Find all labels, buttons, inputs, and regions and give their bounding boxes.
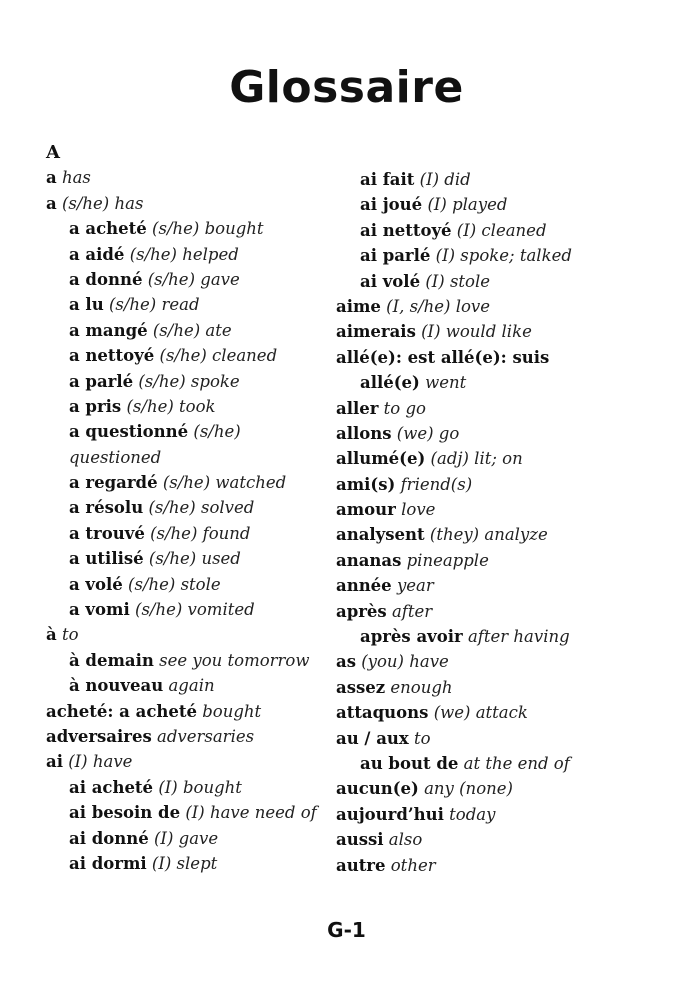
glossary-definition: to go (383, 398, 426, 418)
glossary-entry (336, 446, 636, 471)
glossary-entry (46, 622, 326, 647)
glossary-entry (336, 700, 636, 725)
glossary-column-left (46, 140, 326, 876)
glossary-entry (46, 851, 326, 876)
glossary-entry (336, 802, 636, 827)
glossary-term: a (46, 193, 57, 213)
glossary-entry (46, 216, 326, 241)
glossary-entry (46, 292, 326, 317)
glossary-term: à demain (69, 650, 154, 670)
glossary-entry (46, 699, 326, 724)
glossary-entry (46, 318, 326, 343)
glossary-definition: (s/he) spoke (138, 371, 240, 391)
glossary-term: a mangé (69, 320, 148, 340)
glossary-definition: (I) have need of (185, 803, 317, 823)
glossary-definition: (I) have (68, 752, 133, 772)
glossary-definition: (s/he) (193, 422, 241, 442)
glossary-entry (46, 724, 326, 749)
glossary-entry (46, 369, 326, 394)
glossary-definition: (s/he) ate (152, 320, 232, 340)
glossary-entry (336, 827, 636, 852)
glossary-term: ai (46, 752, 63, 772)
glossary-definition: to (413, 728, 431, 748)
glossary-term: aller (336, 398, 379, 418)
glossary-entry (46, 572, 326, 597)
glossary-term: a donné (69, 269, 143, 289)
glossary-definition: see you tomorrow (159, 650, 310, 670)
section-letter: A (46, 142, 60, 163)
glossary-entry (336, 421, 636, 446)
glossary-term: assez (336, 677, 386, 697)
glossary-entry (46, 445, 326, 470)
glossary-term: allé(e) (360, 373, 420, 393)
glossary-definition: (s/he) read (108, 295, 200, 315)
glossary-definition: (I, s/he) love (386, 296, 491, 316)
glossary-entry (46, 648, 326, 673)
glossary-term: ananas (336, 550, 402, 570)
glossary-term: a nettoyé (69, 346, 155, 366)
glossary-term: ami(s) (336, 474, 396, 494)
glossary-definition: also (388, 830, 423, 850)
glossary-definition: (adj) lit; on (430, 449, 523, 469)
glossary-term: a lu (69, 295, 104, 315)
glossary-definition: (I) slept (151, 853, 218, 873)
glossary-entry (46, 673, 326, 698)
glossary-definition: other (390, 855, 436, 875)
glossary-term: a aidé (69, 244, 125, 264)
glossary-definition: at the end of (463, 753, 570, 773)
glossary-entry (336, 497, 636, 522)
glossary-term: ai parlé (360, 246, 431, 266)
page-title: Glossaire (229, 62, 464, 113)
glossary-term: attaquons (336, 703, 429, 723)
glossary-term: autre (336, 855, 386, 875)
glossary-entry (336, 751, 636, 776)
glossary-definition: (I) would like (421, 322, 532, 342)
glossary-term: au bout de (360, 753, 459, 773)
glossary-entry (336, 573, 636, 598)
glossary-term: ai nettoyé (360, 220, 452, 240)
glossary-definition: (I) did (419, 170, 471, 189)
glossary-entry (46, 343, 326, 368)
glossary-term: a questionné (69, 422, 189, 442)
glossary-term: a regardé (69, 473, 158, 493)
glossary-definition: bought (202, 701, 262, 721)
glossary-definition: (we) attack (433, 703, 528, 723)
glossary-column-right (336, 167, 636, 878)
glossary-term: analysent (336, 525, 425, 545)
glossary-entry (336, 522, 636, 547)
glossary-entry (336, 599, 636, 624)
glossary-definition: (s/he) cleaned (159, 346, 278, 366)
glossary-term: ai donné (69, 828, 149, 848)
glossary-term: as (336, 652, 356, 672)
glossary-definition: (I) cleaned (456, 220, 547, 240)
glossary-definition: (we) go (396, 423, 460, 443)
glossary-definition: after having (467, 627, 570, 647)
glossary-entry (336, 345, 636, 370)
glossary-term: a (46, 168, 57, 188)
glossary-definition: (s/he) stole (128, 574, 221, 594)
glossary-entry (336, 853, 636, 878)
glossary-definition: to (61, 625, 79, 645)
glossary-entry (46, 165, 326, 190)
glossary-term: a volé (69, 574, 123, 594)
glossary-entry (336, 269, 636, 294)
glossary-definition: (s/he) bought (152, 219, 264, 239)
glossary-definition: love (401, 500, 436, 520)
glossary-entry (46, 826, 326, 851)
glossary-entry (336, 624, 636, 649)
glossary-term: aime (336, 296, 381, 316)
glossary-entry (336, 243, 636, 268)
glossary-term: a trouvé (69, 523, 145, 543)
glossary-definition: any (none) (424, 779, 513, 799)
glossary-definition: questioned (69, 447, 162, 467)
glossary-term: ai dormi (69, 853, 147, 873)
glossary-entry (336, 548, 636, 573)
glossary-entry (336, 396, 636, 421)
glossary-definition: went (425, 373, 467, 393)
glossary-definition: today (449, 804, 496, 824)
glossary-definition: adversaries (157, 726, 255, 746)
glossary-term: aimerais (336, 322, 416, 342)
glossary-term: amour (336, 500, 396, 520)
glossary-definition: after (391, 601, 433, 621)
glossary-term: aucun(e) (336, 779, 419, 799)
glossary-definition: (s/he) has (61, 193, 144, 213)
glossary-entry (46, 267, 326, 292)
glossary-definition: (s/he) used (148, 549, 241, 569)
glossary-entry (336, 167, 636, 192)
glossary-term: a parlé (69, 371, 134, 391)
glossary-term: a pris (69, 396, 122, 416)
glossary-definition: (s/he) helped (129, 244, 239, 264)
glossary-term: à (46, 625, 57, 645)
glossary-term: aussi (336, 830, 384, 850)
glossary-definition: (I) gave (154, 828, 219, 848)
glossary-term: ai volé (360, 271, 421, 291)
glossary-entry (46, 546, 326, 571)
glossary-term: après (336, 601, 387, 621)
glossary-entry (336, 294, 636, 319)
glossary-entry (46, 394, 326, 419)
glossary-entry (46, 521, 326, 546)
glossary-term: allé(e): est allé(e): suis (336, 347, 550, 367)
glossary-entry (46, 800, 326, 825)
glossary-term: allumé(e) (336, 449, 426, 469)
glossary-term: ai fait (360, 170, 415, 189)
glossary-entry (336, 218, 636, 243)
glossary-entry (336, 319, 636, 344)
glossary-entry (46, 495, 326, 520)
glossary-entry (46, 191, 326, 216)
glossary-entry (336, 472, 636, 497)
glossary-entry (46, 470, 326, 495)
glossary-entry (336, 370, 636, 395)
glossary-definition: enough (390, 677, 453, 697)
glossary-definition: (you) have (361, 652, 449, 672)
glossary-definition: (s/he) solved (148, 498, 255, 518)
glossary-term: acheté: a acheté (46, 701, 197, 721)
glossary-term: a vomi (69, 600, 130, 620)
glossary-definition: (s/he) watched (162, 473, 287, 493)
glossary-definition: (s/he) took (126, 396, 216, 416)
glossary-entry (46, 597, 326, 622)
glossary-term: adversaires (46, 726, 152, 746)
glossary-entry (336, 776, 636, 801)
glossary-definition: (I) bought (158, 777, 242, 797)
glossary-entry (46, 749, 326, 774)
glossary-term: a résolu (69, 498, 144, 518)
page-number: G-1 (327, 918, 366, 942)
glossary-term: au / aux (336, 728, 409, 748)
glossary-definition: year (396, 576, 434, 596)
glossary-term: ai acheté (69, 777, 154, 797)
glossary-term: année (336, 576, 392, 596)
glossary-entry (46, 775, 326, 800)
glossary-term: à nouveau (69, 676, 164, 696)
glossary-entry (46, 419, 326, 444)
glossary-definition: (s/he) vomited (135, 600, 255, 620)
glossary-term: ai joué (360, 195, 423, 215)
glossary-term: a utilisé (69, 549, 144, 569)
glossary-term: ai besoin de (69, 803, 181, 823)
glossary-entry (336, 192, 636, 217)
glossary-term: a acheté (69, 219, 147, 239)
glossary-entry (336, 675, 636, 700)
glossary-definition: (s/he) found (150, 523, 251, 543)
glossary-definition: pineapple (406, 550, 489, 570)
glossary-definition: friend(s) (400, 474, 473, 494)
glossary-entry (46, 242, 326, 267)
glossary-definition: (I) spoke; talked (435, 246, 572, 266)
glossary-definition: has (61, 168, 91, 188)
glossary-term: allons (336, 423, 392, 443)
glossary-definition: (they) analyze (429, 525, 548, 545)
glossary-definition: (I) played (427, 195, 508, 215)
glossary-definition: again (168, 676, 215, 696)
glossary-entry (336, 726, 636, 751)
glossary-definition: (s/he) gave (147, 269, 240, 289)
glossary-entry (336, 649, 636, 674)
glossary-term: aujourd’hui (336, 804, 444, 824)
glossary-definition: (I) stole (425, 271, 491, 291)
glossary-term: après avoir (360, 627, 463, 647)
